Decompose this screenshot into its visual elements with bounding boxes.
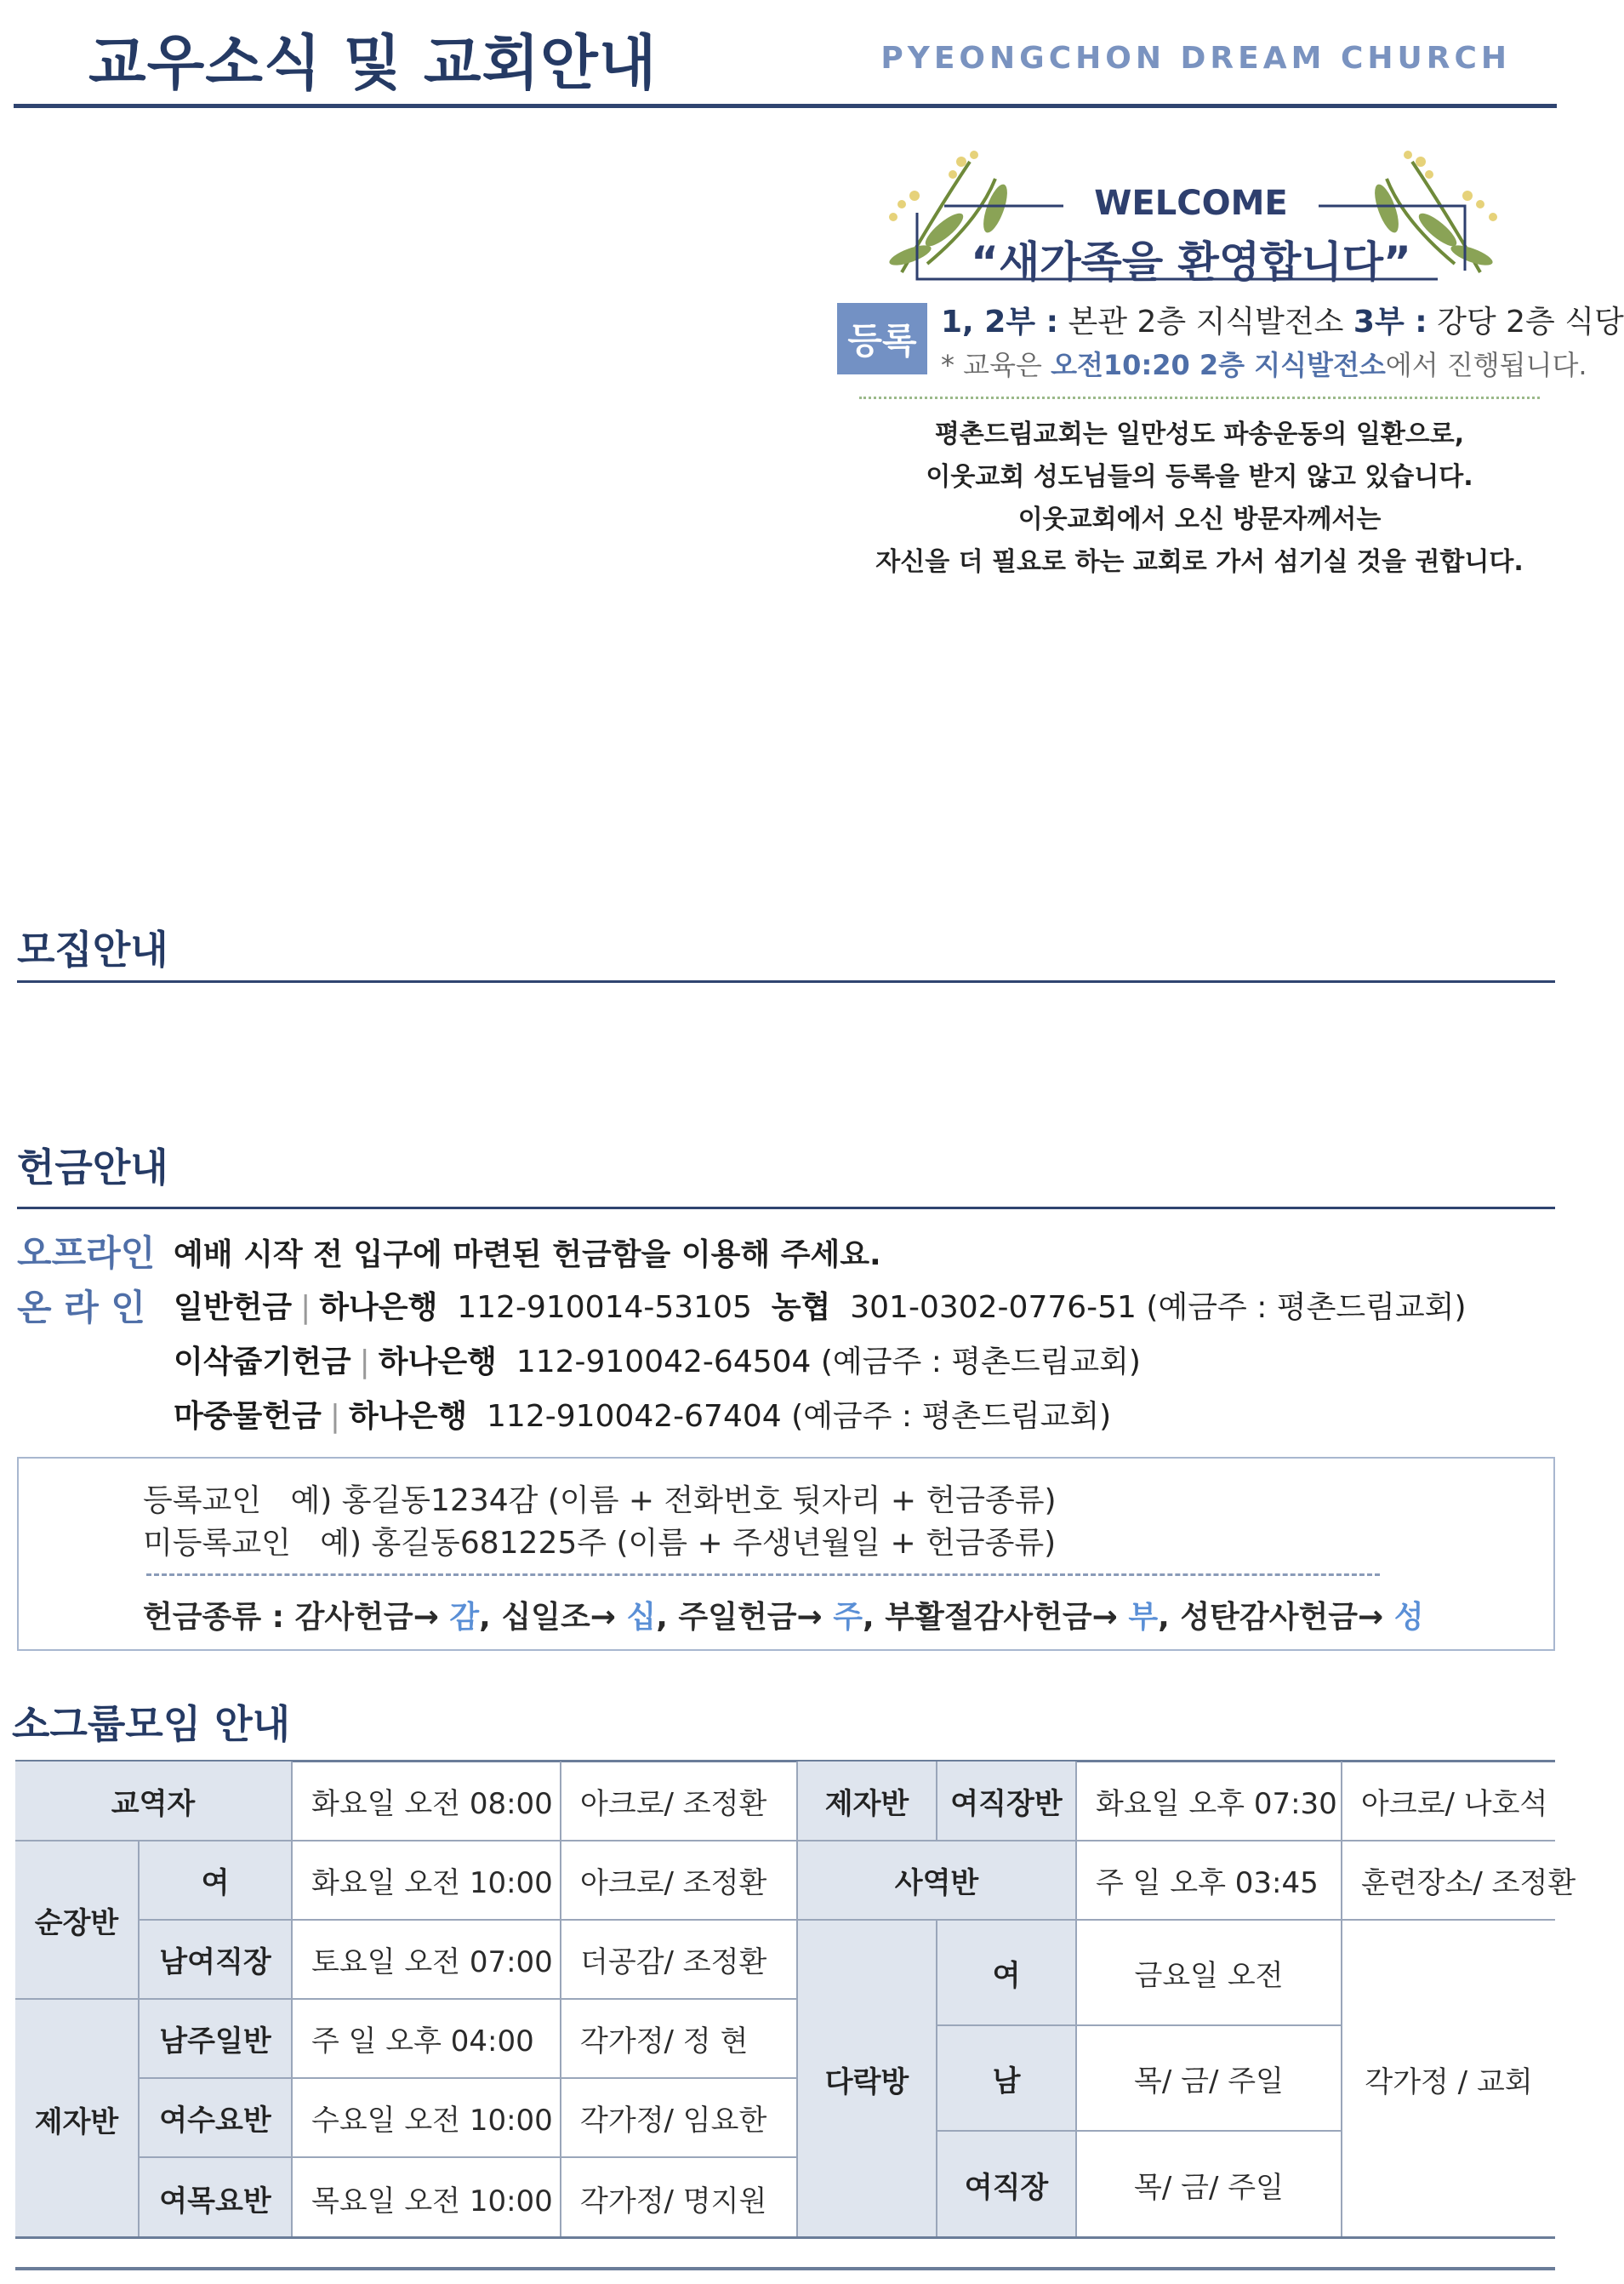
online-row-isak: 이삭줍기헌금 | 하나은행 112-910042-64504 (예금주 : 평촌드림교회) [174, 1345, 1141, 1379]
notice-line: 이웃교회 성도님들의 등록을 받지 않고 있습니다. [926, 462, 1473, 492]
group-time-cell: 수요일 오전 10:00 [293, 2079, 561, 2158]
group-name-cell: 순장반 [15, 1841, 140, 2000]
group-time-cell: 목요일 오전 10:00 [293, 2158, 561, 2238]
group-name-cell: 다락방 [798, 1921, 937, 2238]
registered-label: 등록교인 [143, 1483, 262, 1518]
group-sub-cell: 남주일반 [140, 2000, 293, 2079]
arrow-right-icon: → [1091, 1600, 1129, 1635]
arrow-right-icon: → [1358, 1600, 1394, 1635]
types-label: 헌금종류 : [143, 1600, 295, 1635]
welcome-subtitle: “새가족을 환영합니다” [971, 237, 1411, 287]
online-row-general: 일반헌금 | 하나은행 112-910014-53105 농협 301-0302-0776-51 (예금주 : 평촌드림교회) [174, 1290, 1467, 1325]
group-place-cell: 아크로/ 나호석 [1342, 1762, 1555, 1841]
dashed-divider [146, 1573, 1380, 1576]
group-time-cell: 화요일 오전 08:00 [293, 1762, 561, 1841]
registered-member-example [143, 1476, 1057, 1520]
offering-type-codes: 헌금종류 : 감사헌금→ 감, 십일조→ 십, 주일헌금→ 주, 부활절감사헌금→ 부, 성탄감사헌금→ 성 [143, 1600, 1424, 1635]
type-name: 감사헌금 [294, 1600, 413, 1635]
group-sub-cell: 여 [140, 1841, 293, 1921]
group-time-cell: 주 일 오후 04:00 [293, 2000, 561, 2079]
type-code: 십 [626, 1600, 657, 1635]
registration-location [941, 298, 1624, 341]
small-group-table [15, 1762, 1576, 2240]
group-name-cell: 교역자 [15, 1762, 293, 1841]
offline-label: 오프라인 [17, 1232, 156, 1274]
welcome-word: WELCOME [1094, 184, 1288, 223]
group-place-cell: 아크로/ 조정환 [561, 1762, 798, 1841]
group-time-cell: 금요일 오전 [1077, 1921, 1342, 2026]
service-place-3: 강당 2층 식당 [1427, 305, 1624, 340]
group-time-cell: 목/ 금/ 주일 [1077, 2026, 1342, 2132]
group-place-cell: 각가정 / 교회 [1365, 2065, 1533, 2099]
group-sub-cell: 여직장 [937, 2132, 1077, 2238]
type-name: 주일헌금 [678, 1600, 797, 1635]
group-time-cell: 주 일 오후 03:45 [1077, 1841, 1342, 1921]
bank-name: 하나은행 [349, 1399, 468, 1434]
account-number: 112-910042-64504 (예금주 : 평촌드림교회) [516, 1345, 1141, 1379]
group-sub-cell: 여수요반 [140, 2079, 293, 2158]
dotted-divider [859, 397, 1540, 399]
group-place-cell: 각가정/ 정 현 [561, 2000, 798, 2079]
visitor-notice [859, 414, 1540, 584]
notice-line: 평촌드림교회는 일만성도 파송운동의 일환으로, [934, 420, 1465, 449]
arrow-right-icon: → [796, 1600, 834, 1635]
header-divider [14, 104, 1557, 108]
account-number: 301-0302-0776-51 (예금주 : 평촌드림교회) [850, 1290, 1467, 1325]
type-code: 감 [449, 1600, 480, 1635]
education-note-suffix: 에서 진행됩니다. [1385, 349, 1587, 381]
notice-line: 이웃교회에서 오신 방문자께서는 [1017, 505, 1382, 534]
online-row-majung: 마중물헌금 | 하나은행 112-910042-67404 (예금주 : 평촌드림교회) [174, 1399, 1112, 1434]
recruit-divider [17, 980, 1555, 983]
footer-divider [15, 2267, 1555, 2270]
group-sub-cell: 여목요반 [140, 2158, 293, 2238]
education-note-prefix: * 교육은 [941, 349, 1051, 381]
welcome-banner [851, 128, 1531, 306]
type-name: 십일조 [501, 1600, 590, 1635]
church-name: PYEONGCHON DREAM CHURCH [880, 41, 1511, 76]
bank-name: 하나은행 [319, 1290, 438, 1325]
group-name-cell: 제자반 [15, 2000, 140, 2238]
offering-divider [17, 1207, 1555, 1209]
account-number: 112-910042-67404 (예금주 : 평촌드림교회) [487, 1399, 1112, 1434]
groups-title: 소그룹모임 안내 [12, 1701, 291, 1747]
group-place-cell: 각가정/ 명지원 [561, 2158, 798, 2238]
service-label-1: 1, 2부 : [941, 305, 1059, 340]
service-place-1: 본관 2층 지식발전소 [1058, 305, 1353, 340]
online-label: 온 라 인 [17, 1287, 145, 1328]
education-time: 오전10:20 2층 지식발전소 [1051, 349, 1386, 381]
group-place-cell: 아크로/ 조정환 [561, 1841, 798, 1921]
unregistered-label: 미등록교인 [143, 1526, 291, 1561]
notice-line: 자신을 더 필요로 하는 교회로 가서 섬기실 것을 권합니다. [875, 547, 1524, 577]
table-bottom-rule [15, 2236, 1555, 2239]
account-number: 112-910014-53105 [457, 1290, 752, 1325]
group-sub-cell: 여 [937, 1921, 1077, 2026]
unregistered-member-example [143, 1519, 1056, 1562]
offering-type: 마중물헌금 [174, 1399, 322, 1434]
bank-name: 농협 [771, 1290, 831, 1325]
group-name-cell: 제자반 [798, 1762, 937, 1841]
type-code: 주 [833, 1600, 863, 1635]
registration-badge: 등록 [837, 303, 927, 374]
group-place-cell: 훈련장소/ 조정환 [1342, 1841, 1555, 1921]
group-sub-cell: 여직장반 [937, 1762, 1077, 1841]
type-code: 부 [1128, 1600, 1159, 1635]
group-time-cell: 화요일 오전 10:00 [293, 1841, 561, 1921]
group-time-cell: 목/ 금/ 주일 [1077, 2132, 1342, 2238]
recruit-title: 모집안내 [17, 927, 168, 973]
group-time-cell: 토요일 오전 07:00 [293, 1921, 561, 2000]
type-name: 성탄감사헌금 [1180, 1600, 1359, 1635]
offering-type: 이삭줍기헌금 [174, 1345, 351, 1379]
education-note [941, 344, 1587, 383]
bank-name: 하나은행 [378, 1345, 497, 1379]
arrow-right-icon: → [413, 1600, 450, 1635]
group-sub-cell: 남 [937, 2026, 1077, 2132]
offering-type: 일반헌금 [174, 1290, 293, 1325]
service-label-3: 3부 : [1353, 305, 1427, 340]
unregistered-text: 예) 홍길동681225주 (이름 + 주생년월일 + 헌금종류) [320, 1526, 1057, 1561]
page-title: 교우소식 및 교회안내 [88, 28, 658, 98]
type-code: 성 [1393, 1600, 1424, 1635]
group-sub-cell: 남여직장 [140, 1921, 293, 2000]
type-name: 부활절감사헌금 [885, 1600, 1092, 1635]
group-place-cell: 더공감/ 조정환 [561, 1921, 798, 2000]
offering-title: 헌금안내 [17, 1145, 168, 1191]
group-place-cell: 각가정/ 임요한 [561, 2079, 798, 2158]
group-time-cell: 화요일 오후 07:30 [1077, 1762, 1342, 1841]
registered-text: 예) 홍길동1234감 (이름 + 전화번호 뒷자리 + 헌금종류) [290, 1483, 1057, 1518]
group-name-cell: 사역반 [798, 1841, 1077, 1921]
arrow-right-icon: → [590, 1600, 627, 1635]
offline-text: 예배 시작 전 입구에 마련된 헌금함을 이용해 주세요. [174, 1237, 881, 1272]
